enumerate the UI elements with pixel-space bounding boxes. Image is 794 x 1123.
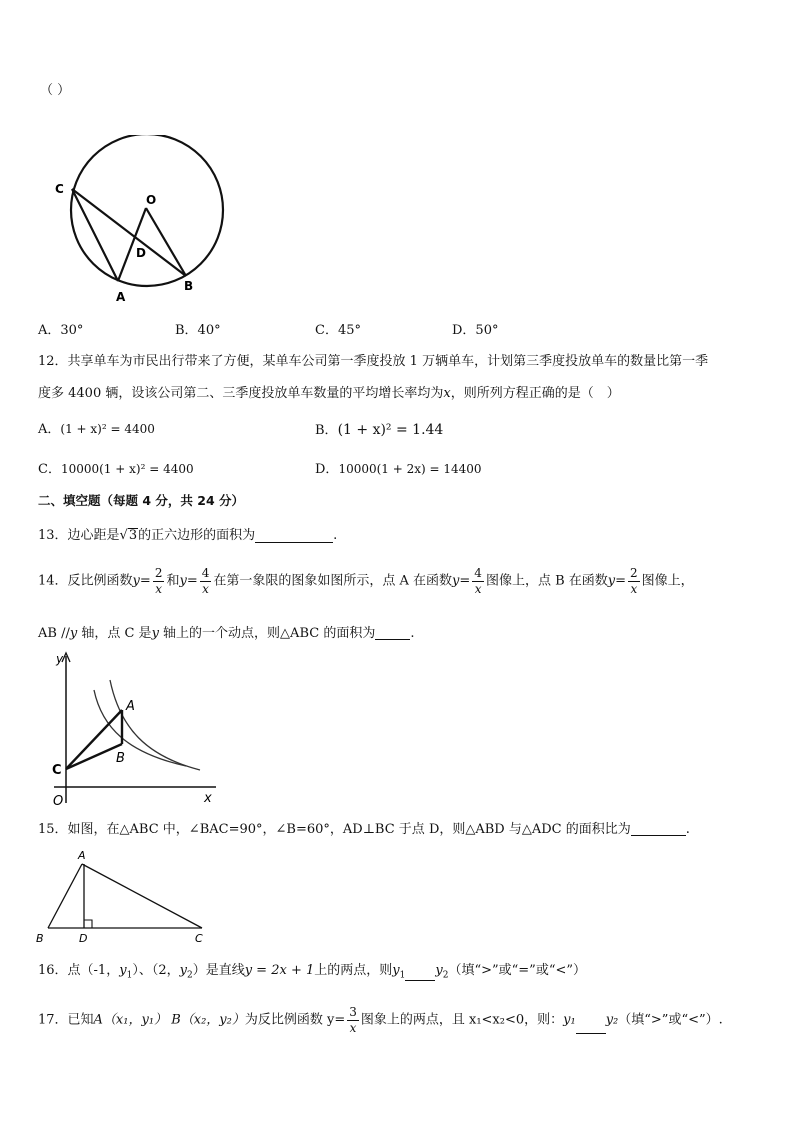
q13: 13．边心距是√3的正六边形的面积为 . (38, 528, 338, 543)
triangle-figure (34, 846, 214, 946)
q12-option-c: C．10000(1 + x)² = 4400 (38, 462, 194, 477)
tri-label-d: D (79, 932, 88, 945)
answer-paren: （ ） (40, 83, 71, 98)
q12-line1: 12．共享单车为市民出行带来了方便，某单车公司第一季度投放 1 万辆单车，计划第三季度投放单车的数量比第一季 (38, 354, 709, 369)
tri-label-c: C (195, 932, 203, 945)
q14-line1: 14．反比例函数y= $\frac{2}{x}$ 和y= $\frac{4}{x}$ 在第一象限的图象如图所示，点 A 在函数y= $\frac{4}{x}$ 图像上，点 B 在函数y= $\frac{2}{x}$ 图像上， (38, 566, 694, 596)
q17: 17．已知A（x₁，y₁） B（x₂，y₂）为反比例函数 y= $\frac{3}{x}$ 图象上的两点，且 x₁<x₂<0，则：y₁ y₂（填“>”或“<”）. (38, 1005, 723, 1035)
q12-line2: 度多 4400 辆，设该公司第二、三季度投放单车数量的平均增长率均为x，则所列方程正确的是（ ） (38, 386, 620, 401)
segment-ca (66, 710, 122, 769)
q12-option-a: A．(1 + x)² = 4400 (38, 422, 155, 437)
q11-option-d: D．50° (452, 323, 499, 338)
segment-cb (66, 744, 122, 769)
q15: 15．如图，在△ABC 中，∠BAC=90°，∠B=60°，AD⊥BC 于点 D，则△ABD 与△ADC 的面积比为 . (38, 822, 690, 837)
q12-option-b: B．(1 + x)² = 1.44 (315, 422, 444, 438)
section-2-title: 二、填空题（每题 4 分，共 24 分） (38, 493, 245, 508)
q11-option-a: A．30° (38, 323, 84, 338)
circle-figure (50, 135, 230, 305)
graph-label-o: O (53, 794, 64, 809)
segment-ab (48, 864, 82, 928)
q16: 16．点（-1，$y_1$）、（2，$y_2$）是直线y = 2x + 1上的两点，则$y_1$ $y_2$（填“>”或“=”或“<”） (38, 963, 587, 981)
curve-y-2-over-x (94, 690, 186, 766)
label-b: B (184, 279, 194, 293)
label-c: C (55, 182, 64, 196)
q12-option-d: D．10000(1 + 2x) = 14400 (315, 462, 482, 477)
q11-option-c: C．45° (315, 323, 361, 338)
label-d: D (136, 246, 146, 260)
graph-label-y: y (56, 652, 64, 666)
q11-option-b: B．40° (175, 323, 221, 338)
label-a: A (116, 290, 126, 304)
hyperbola-graph (36, 648, 226, 813)
segment-ob (146, 208, 186, 276)
segment-ao (118, 208, 146, 281)
label-o: O (146, 193, 157, 207)
segment-ac (82, 864, 202, 928)
graph-label-c: C (52, 763, 62, 778)
q14-line2: AB //y 轴，点 C 是y 轴上的一个动点，则△ABC 的面积为 . (38, 626, 415, 641)
tri-label-b: B (36, 932, 44, 945)
graph-label-a: A (126, 699, 135, 714)
graph-label-x: x (204, 791, 212, 806)
tri-label-a: A (78, 849, 86, 862)
segment-cb (72, 189, 186, 276)
graph-label-b: B (116, 751, 125, 766)
right-angle-mark (84, 920, 92, 928)
segment-ca (72, 189, 118, 281)
